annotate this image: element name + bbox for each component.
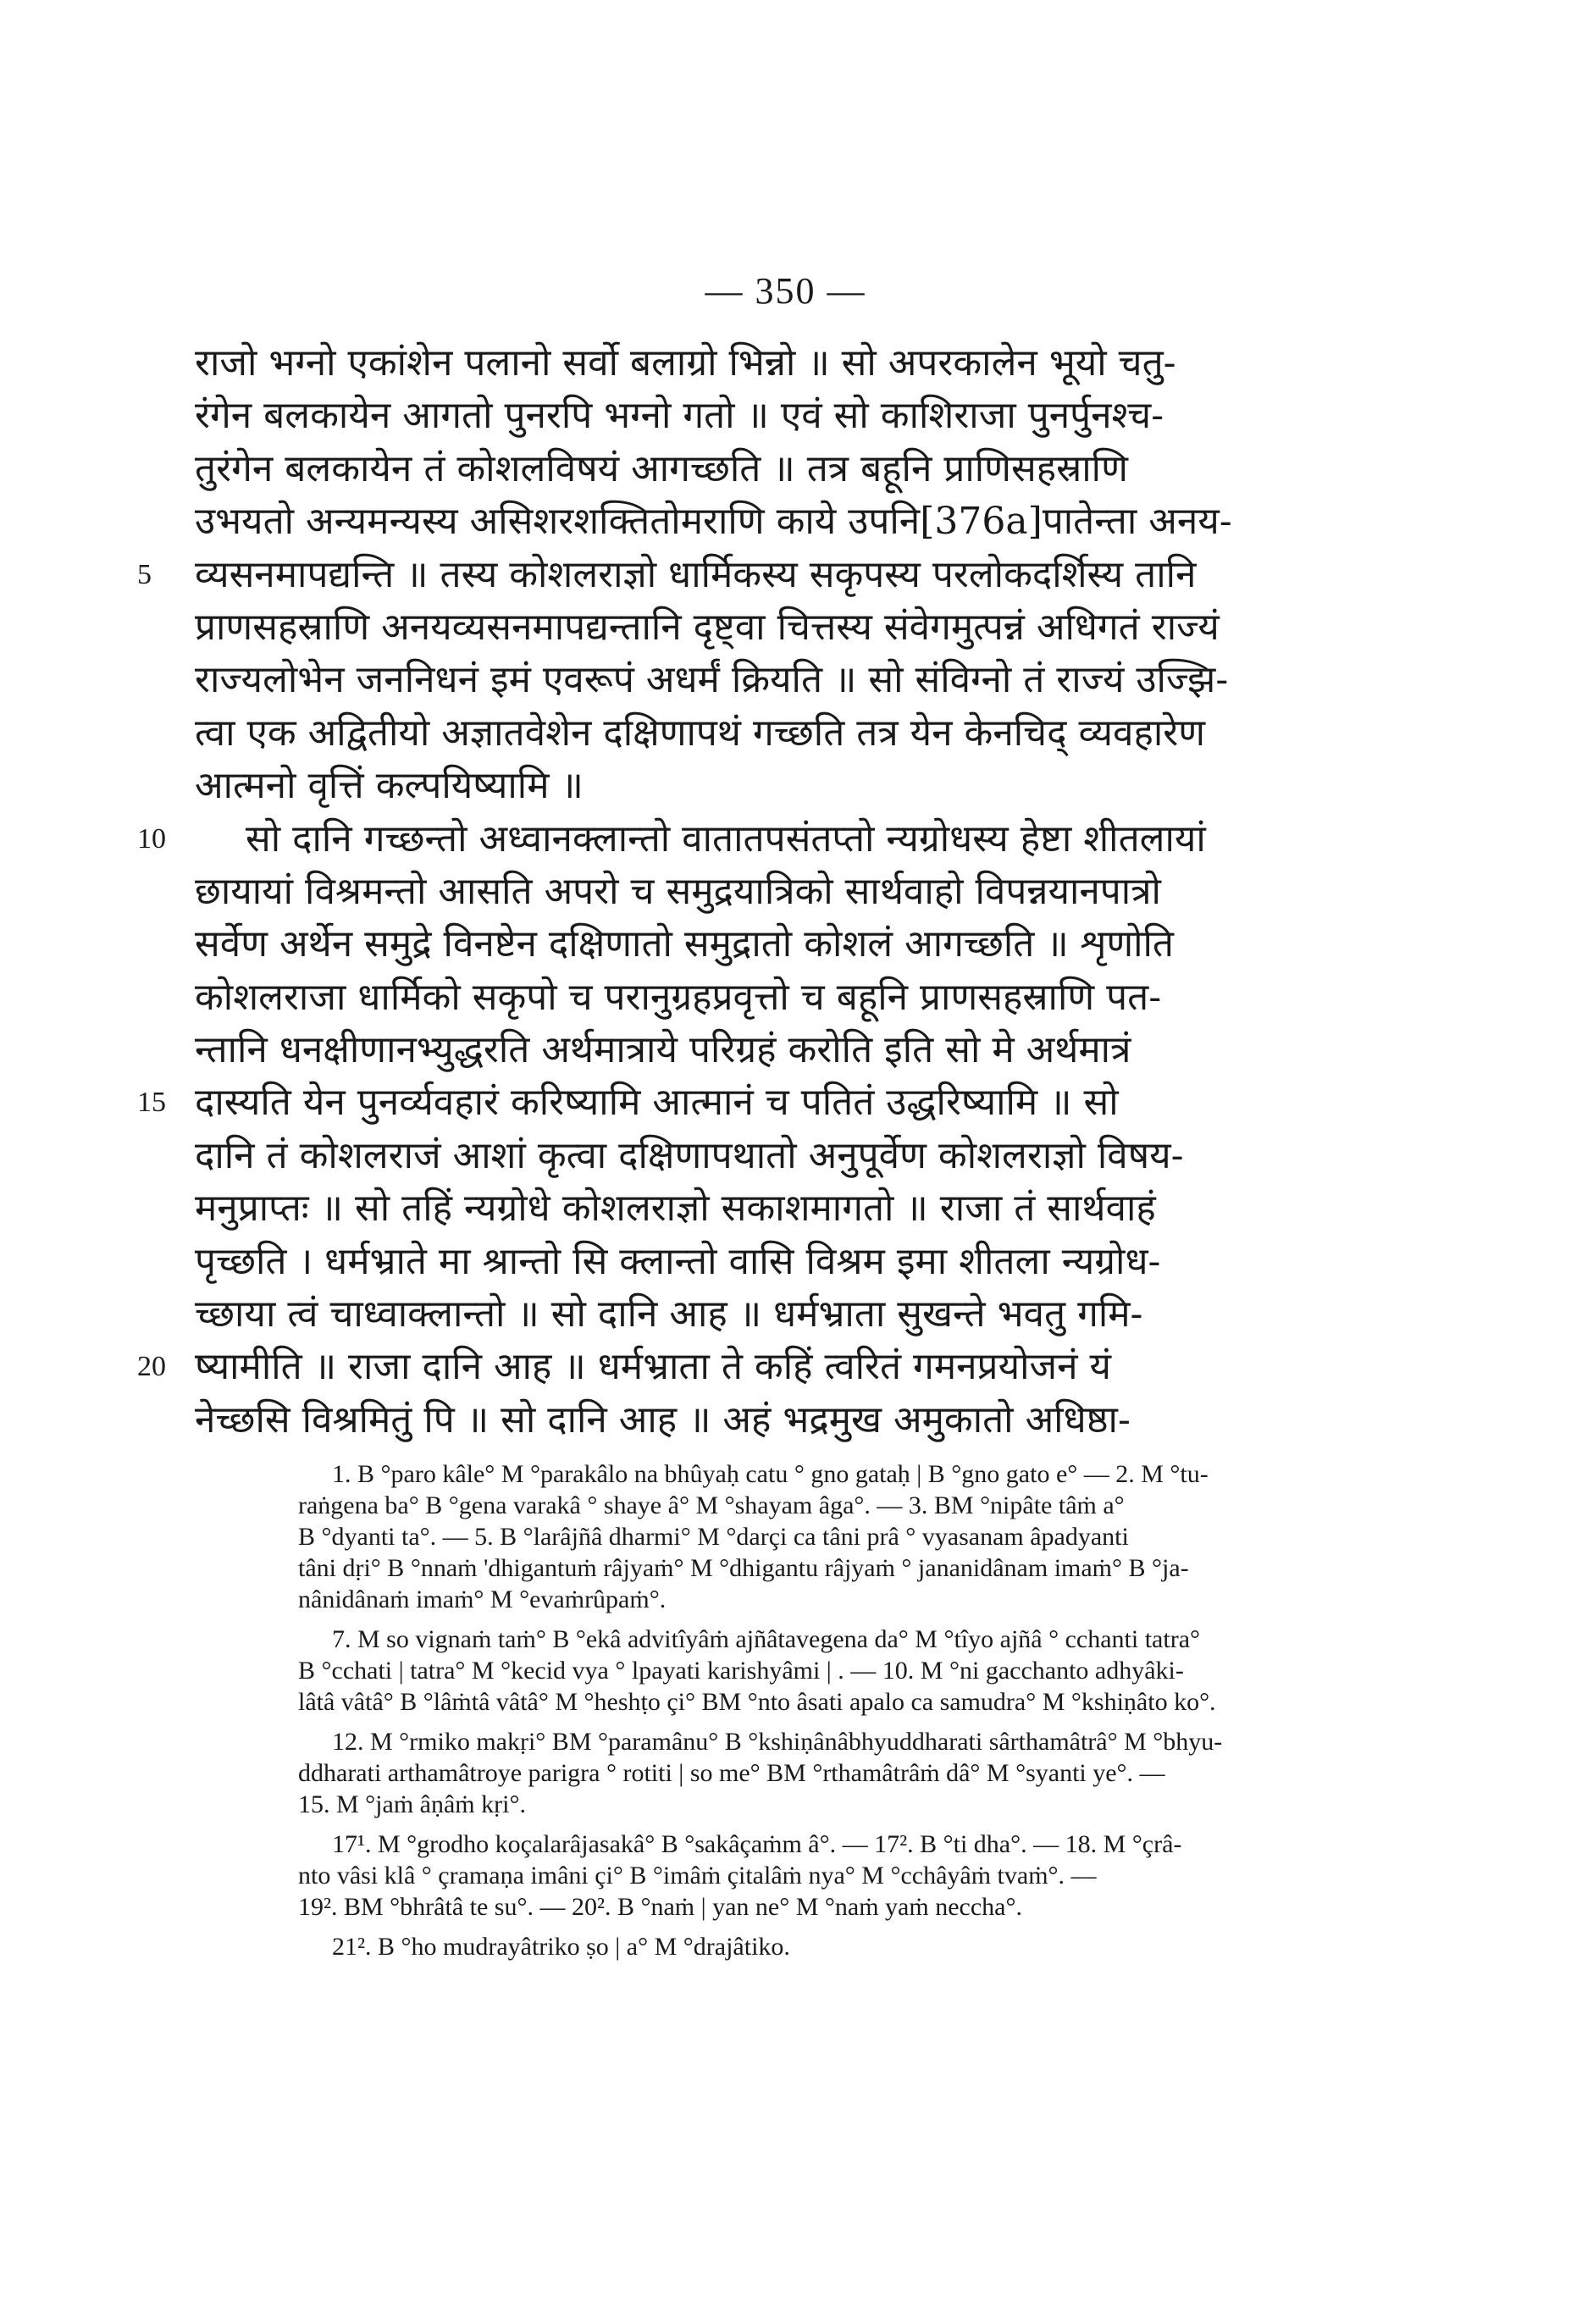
text-line xyxy=(195,918,1406,971)
text-line xyxy=(195,1394,1406,1447)
note-line: 21². B °ho mudrayâtriko ṣo | a° M °drajâtiko. xyxy=(332,1933,790,1961)
note-paragraph xyxy=(298,1726,1391,1820)
line-text: मनुप्राप्तः ॥ सो तहिं न्यग्रोधे कोशलराज्ञो सकाशमागतो ॥ राजा तं सार्थवाहं xyxy=(195,1187,1156,1231)
note-paragraph xyxy=(298,1458,1391,1615)
note-paragraph xyxy=(298,1829,1391,1923)
line-number: 10 xyxy=(137,822,166,855)
note-line: 15. M °jaṁ âṇâṁ kṛi°. xyxy=(298,1790,526,1818)
note-line: 19². BM °bhrâtâ te su°. — 20². B °naṁ | yan ne° M °naṁ yaṁ neccha°. xyxy=(298,1893,1022,1921)
text-line xyxy=(195,1236,1406,1288)
line-text: प्राणसहस्राणि अनयव्यसनमापद्यन्तानि दृष्ट्वा चित्तस्य संवेगमुत्पन्नं अधिगतं राज्यं xyxy=(195,605,1220,649)
text-line xyxy=(195,654,1406,706)
line-text: राज्यलोभेन जननिधनं इमं एवरूपं अधर्मं क्रियति ॥ सो संविग्नो तं राज्यं उज्झि- xyxy=(195,658,1229,702)
line-text: आत्मनो वृत्तिं कल्पयिष्यामि ॥ xyxy=(195,764,584,808)
line-text: च्छाया त्वं चाध्वाक्लान्तो ॥ सो दानि आह ॥ धर्मभ्राता सुखन्ते भवतु गमि- xyxy=(195,1292,1143,1336)
text-line xyxy=(195,495,1406,548)
line-text: दास्यति येन पुनर्व्यवहारं करिष्यामि आत्मानं च पतितं उद्धरिष्यामि ॥ सो xyxy=(195,1081,1119,1125)
text-line xyxy=(137,1341,1406,1393)
line-text: सो दानि गच्छन्तो अध्वानक्लान्तो वातातपसंतप्तो न्यग्रोधस्य हेष्टा शीतलायां xyxy=(246,816,1206,860)
text-line xyxy=(195,443,1406,495)
note-paragraph xyxy=(298,1931,1391,1962)
line-text: तुरंगेन बलकायेन तं कोशलविषयं आगच्छति ॥ तत्र बहूनि प्राणिसहस्राणि xyxy=(195,446,1128,490)
text-line xyxy=(195,337,1406,390)
text-line xyxy=(195,971,1406,1024)
critical-apparatus-notes xyxy=(298,1458,1391,1971)
line-text: दानि तं कोशलराजं आशां कृत्वा दक्षिणापथातो अनुपूर्वेण कोशलराज्ञो विषय- xyxy=(195,1133,1184,1177)
note-paragraph xyxy=(298,1624,1391,1718)
note-line: 12. M °rmiko makṛi° BM °paramânu° B °kshiṇânâbhyuddharati sârthamâtrâ° M °bhyu- xyxy=(332,1728,1223,1756)
text-line xyxy=(195,866,1406,918)
text-line xyxy=(137,549,1406,601)
text-line xyxy=(137,1076,1406,1129)
text-line xyxy=(195,760,1406,812)
note-line: lâtâ vâtâ° B °lâṁtâ vâtâ° M °heshṭo çi° BM °nto âsati apalo ca samudra° M °kshiṇâto ko°. xyxy=(298,1688,1216,1716)
text-line xyxy=(195,390,1406,442)
text-line xyxy=(195,1288,1406,1341)
line-number: 20 xyxy=(137,1351,166,1383)
text-line xyxy=(137,813,1406,866)
note-line: ddharati arthamâtroye parigra ° rotiti | so me° BM °rthamâtrâṁ dâ° M °syanti ye°. — xyxy=(298,1759,1165,1787)
note-line: 17¹. M °grodho koçalarâjasakâ° B °sakâçaṁm â°. — 17². B °ti dha°. — 18. M °çrâ- xyxy=(332,1830,1182,1858)
line-text: न्तानि धनक्षीणानभ्युद्धरति अर्थमात्राये परिग्रहं करोति इति सो मे अर्थमात्रं xyxy=(195,1028,1131,1072)
note-line: B °dyanti ta°. — 5. B °larâjñâ dharmi° M °darçi ca tâni prâ ° vyasanam âpadyanti xyxy=(298,1523,1129,1551)
note-line: tâni dṛi° B °nnaṁ 'dhigantuṁ râjyaṁ° M °dhigantu râjyaṁ ° jananidânam imaṁ° B °ja- xyxy=(298,1554,1189,1582)
text-line xyxy=(195,1130,1406,1182)
note-line: 1. B °paro kâle° M °parakâlo na bhûyaḥ catu ° gno gataḥ | B °gno gato e° — 2. M °tu- xyxy=(332,1460,1209,1488)
line-number: 15 xyxy=(137,1087,166,1119)
note-line: 7. M so vignaṁ taṁ° B °ekâ advitîyâṁ ajñâtavegena da° M °tîyo ajñâ ° cchanti tatra° xyxy=(332,1625,1201,1653)
line-text: कोशलराजा धार्मिको सकृपो च परानुग्रहप्रवृत्तो च बहूनि प्राणसहस्राणि पत- xyxy=(195,975,1162,1019)
line-text: त्वा एक अद्वितीयो अज्ञातवेशेन दक्षिणापथं गच्छति तत्र येन केनचिद् व्यवहारेण xyxy=(195,711,1206,755)
note-line: B °cchati | tatra° M °kecid vya ° lpayati karishyâmi | . — 10. M °ni gacchanto adhyâki- xyxy=(298,1657,1184,1685)
line-text: ष्यामीति ॥ राजा दानि आह ॥ धर्मभ्राता ते कहिं त्वरितं गमनप्रयोजनं यं xyxy=(195,1345,1112,1389)
text-line xyxy=(195,707,1406,760)
line-text: छायायां विश्रमन्तो आसति अपरो च समुद्रयात्रिको सार्थवाहो विपन्नयानपात्रो xyxy=(195,869,1161,913)
line-text: व्यसनमापद्यन्ति ॥ तस्य कोशलराज्ञो धार्मिकस्य सकृपस्य परलोकदर्शिस्य तानि xyxy=(195,552,1197,596)
line-text: पृच्छति । धर्मभ्राते मा श्रान्तो सि क्लान्तो वासि विश्रम इमा शीतला न्यग्रोध- xyxy=(195,1239,1161,1283)
note-line: nânidânaṁ imaṁ° M °evaṁrûpaṁ°. xyxy=(298,1585,667,1613)
text-line xyxy=(195,601,1406,654)
line-text: रंगेन बलकायेन आगतो पुनरपि भग्नो गतो ॥ एवं सो काशिराजा पुनर्पुनश्च- xyxy=(195,394,1164,438)
text-line xyxy=(195,1182,1406,1235)
sanskrit-body-text xyxy=(137,337,1406,1447)
line-text: सर्वेण अर्थेन समुद्रे विनष्टेन दक्षिणातो समुद्रातो कोशलं आगच्छति ॥ शृणोति xyxy=(195,922,1175,966)
line-text: राजो भग्नो एकांशेन पलानो सर्वो बलाग्रो भिन्नो ॥ सो अपरकालेन भूयो चतु- xyxy=(195,341,1176,385)
line-text: नेच्छसि विश्रमितुं पि ॥ सो दानि आह ॥ अहं भद्रमुख अमुकातो अधिष्ठा- xyxy=(195,1397,1131,1441)
line-text: उभयतो अन्यमन्यस्य असिशरशक्तितोमराणि काये उपनि[376a]पातेन्ता अनय- xyxy=(195,500,1232,544)
text-line xyxy=(195,1024,1406,1076)
line-number: 5 xyxy=(137,558,152,590)
note-line: nto vâsi klâ ° çramaṇa imâni çi° B °imâṁ çitalâṁ nya° M °cchâyâṁ tvaṁ°. — xyxy=(298,1862,1097,1890)
note-line: raṅgena ba° B °gena varakâ ° shaye â° M °shayam âga°. — 3. BM °nipâte tâṁ a° xyxy=(298,1491,1125,1519)
page-number-header: — 350 — xyxy=(705,270,866,312)
